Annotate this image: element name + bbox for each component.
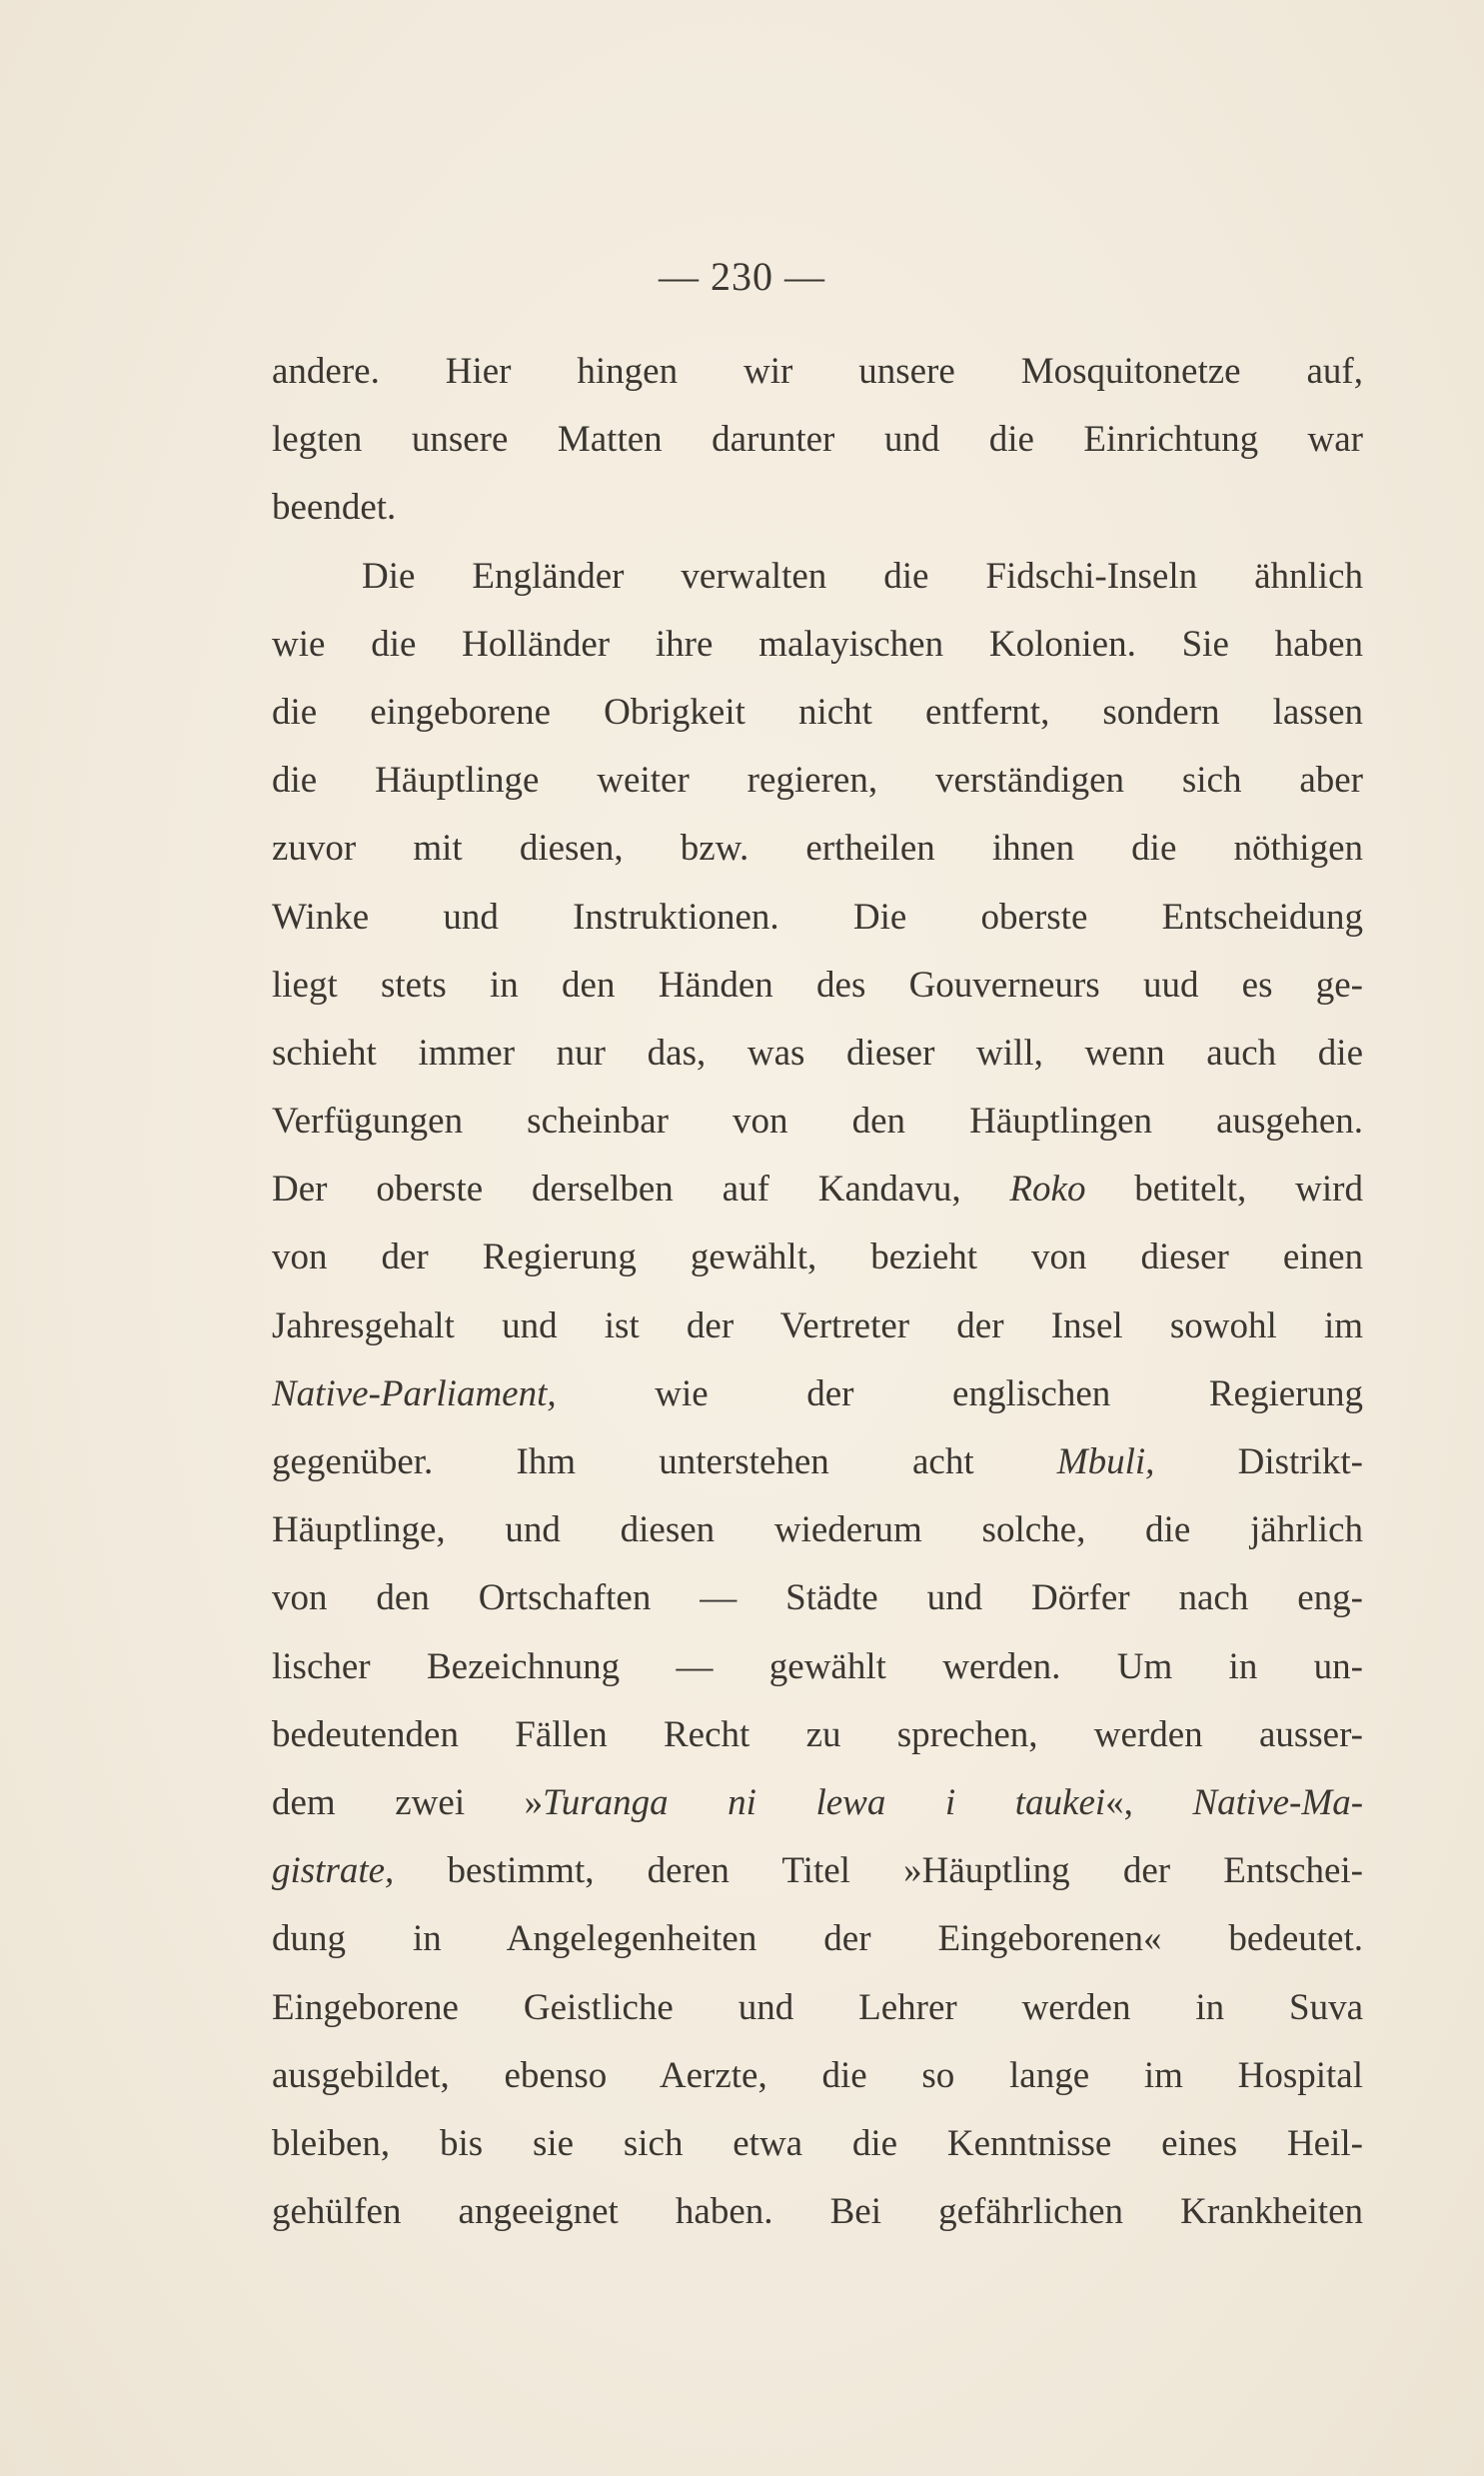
text-run: beendet. bbox=[272, 487, 397, 529]
text-line bbox=[272, 747, 1363, 815]
italic-term: Mbuli, bbox=[1056, 1441, 1155, 1482]
text-run: von den Ortschaften — Städte und Dörfer nach eng- bbox=[272, 1577, 1363, 1619]
text-line bbox=[272, 1905, 1363, 1973]
text-run: Verfügungen scheinbar von den Häuptlingen ausgehen. bbox=[272, 1101, 1363, 1143]
text-line bbox=[272, 1564, 1363, 1632]
text-line bbox=[272, 2110, 1363, 2178]
text-run: wie der englischen Regierung bbox=[556, 1372, 1363, 1414]
text-run: Jahresgehalt und ist der Vertreter der Insel sowohl im bbox=[272, 1304, 1363, 1346]
text-line bbox=[272, 2178, 1363, 2246]
text-run: bedeutenden Fällen Recht zu sprechen, werden ausser- bbox=[272, 1713, 1363, 1755]
text-line bbox=[272, 1428, 1363, 1496]
text-line bbox=[272, 884, 1363, 952]
text-line bbox=[272, 1974, 1363, 2042]
text-line bbox=[272, 1633, 1363, 1701]
text-run: dung in Angelegenheiten der Eingeborenen« bedeutet. bbox=[272, 1918, 1363, 1960]
text-line bbox=[272, 1360, 1363, 1428]
text-line bbox=[272, 1156, 1363, 1224]
text-run: die Häuptlinge weiter regieren, verständigen sich aber bbox=[272, 760, 1363, 802]
text-line bbox=[272, 679, 1363, 747]
text-line bbox=[272, 1292, 1363, 1360]
text-line bbox=[272, 815, 1363, 883]
text-run: dem zwei » bbox=[272, 1781, 544, 1823]
italic-term: Roko bbox=[1009, 1169, 1086, 1211]
italic-term: Native-Ma- bbox=[1192, 1781, 1363, 1823]
text-run: Distrikt- bbox=[1154, 1441, 1363, 1482]
text-line bbox=[272, 474, 1363, 542]
text-line bbox=[272, 1088, 1363, 1156]
text-line bbox=[272, 338, 1363, 406]
text-run: von der Regierung gewählt, bezieht von dieser einen bbox=[272, 1237, 1363, 1278]
text-run: bleiben, bis sie sich etwa die Kenntnisse eines Heil- bbox=[272, 2122, 1363, 2164]
text-run: bestimmt, deren Titel »Häuptling der Entschei- bbox=[394, 1850, 1363, 1892]
text-run: liegt stets in den Händen des Gouverneurs uud es ge- bbox=[272, 964, 1363, 1006]
italic-term: gistrate, bbox=[272, 1850, 395, 1892]
text-line bbox=[272, 1224, 1363, 1291]
italic-term: Native-Parliament, bbox=[272, 1372, 557, 1414]
text-run: ausgebildet, ebenso Aerzte, die so lange im Hospital bbox=[272, 2054, 1363, 2096]
text-run: «, bbox=[1105, 1781, 1193, 1823]
text-run: die eingeborene Obrigkeit nicht entfernt, sondern lassen bbox=[272, 691, 1363, 733]
text-run: Häuptlinge, und diesen wiederum solche, die jährlich bbox=[272, 1509, 1363, 1551]
text-line bbox=[272, 1837, 1363, 1905]
text-line bbox=[272, 543, 1363, 611]
text-run: Winke und Instruktionen. Die oberste Entscheidung bbox=[272, 896, 1363, 938]
text-run: Eingeborene Geistliche und Lehrer werden in Suva bbox=[272, 1986, 1363, 2028]
italic-term: Turanga ni lewa i taukei bbox=[543, 1781, 1106, 1823]
text-run: gehülfen angeeignet haben. Bei gefährlichen Krankheiten bbox=[272, 2191, 1363, 2233]
page-number: — 230 — bbox=[659, 254, 825, 299]
text-run: Der oberste derselben auf Kandavu, bbox=[272, 1169, 1010, 1211]
text-run: zuvor mit diesen, bzw. ertheilen ihnen die nöthigen bbox=[272, 828, 1363, 870]
text-line bbox=[272, 1769, 1363, 1837]
text-line bbox=[272, 2042, 1363, 2110]
text-run: lischer Bezeichnung — gewählt werden. Um in un- bbox=[272, 1645, 1363, 1687]
text-line bbox=[272, 952, 1363, 1020]
text-line bbox=[272, 1496, 1363, 1564]
text-line bbox=[272, 1701, 1363, 1769]
text-run: andere. Hier hingen wir unsere Mosquitonetze auf, bbox=[272, 351, 1363, 392]
text-line bbox=[272, 611, 1363, 679]
text-run: legten unsere Matten darunter und die Einrichtung war bbox=[272, 419, 1363, 461]
text-run: gegenüber. Ihm unterstehen acht bbox=[272, 1441, 1057, 1482]
body-text bbox=[272, 338, 1363, 2246]
text-run: wie die Holländer ihre malayischen Kolonien. Sie haben bbox=[272, 623, 1363, 665]
text-run: schieht immer nur das, was dieser will, wenn auch die bbox=[272, 1032, 1363, 1074]
text-line bbox=[272, 1020, 1363, 1088]
text-run: betitelt, wird bbox=[1085, 1169, 1363, 1211]
text-line bbox=[272, 406, 1363, 474]
text-run: Die Engländer verwalten die Fidschi-Inseln ähnlich bbox=[362, 555, 1363, 597]
